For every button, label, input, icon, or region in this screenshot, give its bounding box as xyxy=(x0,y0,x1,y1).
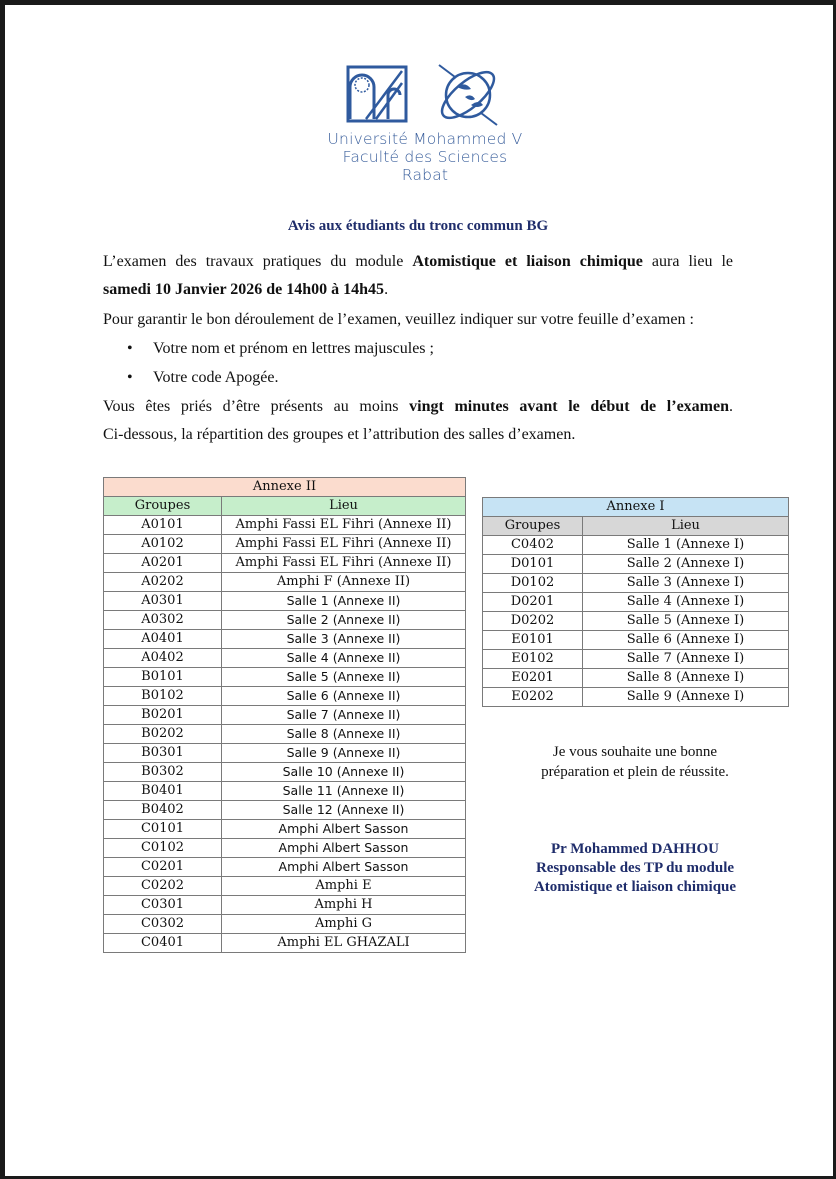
group-cell: C0301 xyxy=(104,896,222,915)
location-cell: Salle 6 (Annexe I) xyxy=(583,631,789,650)
location-cell: Salle 7 (Annexe I) xyxy=(583,650,789,669)
table-row xyxy=(104,896,466,915)
location-cell: Amphi Albert Sasson xyxy=(222,820,466,839)
table-row xyxy=(104,611,466,630)
location-cell: Salle 2 (Annexe I) xyxy=(583,555,789,574)
arrival-time: vingt minutes avant le début de l’examen xyxy=(409,398,730,415)
table-row xyxy=(104,725,466,744)
signature-block xyxy=(480,840,790,897)
location-cell: Amphi Fassi EL Fihri (Annexe II) xyxy=(222,516,466,535)
group-cell: D0202 xyxy=(483,612,583,631)
group-cell: C0402 xyxy=(483,536,583,555)
table-row xyxy=(104,744,466,763)
table-title: Annexe II xyxy=(104,478,466,497)
group-cell: A0302 xyxy=(104,611,222,630)
group-cell: B0202 xyxy=(104,725,222,744)
location-cell: Salle 11 (Annexe II) xyxy=(222,782,466,801)
logo-line-1: Université Mohammed V xyxy=(327,130,523,148)
group-cell: D0201 xyxy=(483,593,583,612)
location-cell: Amphi Albert Sasson xyxy=(222,858,466,877)
bullet-item xyxy=(127,364,278,392)
location-cell: Amphi EL GHAZALI xyxy=(222,934,466,953)
signatory-module: Atomistique et liaison chimique xyxy=(533,879,737,895)
group-cell: B0102 xyxy=(104,687,222,706)
university-logo xyxy=(290,60,560,185)
bullet-text: Votre code Apogée. xyxy=(153,369,279,386)
table-row xyxy=(483,593,789,612)
table-row xyxy=(104,535,466,554)
location-cell: Salle 4 (Annexe I) xyxy=(583,593,789,612)
location-cell: Amphi Albert Sasson xyxy=(222,839,466,858)
location-cell: Salle 3 (Annexe II) xyxy=(222,630,466,649)
text: . xyxy=(384,281,389,298)
group-cell: C0101 xyxy=(104,820,222,839)
group-cell: C0102 xyxy=(104,839,222,858)
text: L’examen des travaux pratiques du module xyxy=(103,253,413,270)
table-row xyxy=(483,650,789,669)
location-cell: Salle 9 (Annexe II) xyxy=(222,744,466,763)
table-row xyxy=(104,573,466,592)
text: . xyxy=(729,398,734,415)
location-cell: Salle 12 (Annexe II) xyxy=(222,801,466,820)
group-cell: E0101 xyxy=(483,631,583,650)
paragraph-instructions: Pour garantir le bon déroulement de l’examen, veuillez indiquer sur votre feuille d’examen : xyxy=(103,311,694,328)
group-cell: A0402 xyxy=(104,649,222,668)
bullet-text: Votre nom et prénom en lettres majuscules ; xyxy=(153,340,434,357)
table-row xyxy=(104,839,466,858)
location-cell: Amphi Fassi EL Fihri (Annexe II) xyxy=(222,535,466,554)
group-cell: B0302 xyxy=(104,763,222,782)
table-row xyxy=(104,516,466,535)
column-header-groupes: Groupes xyxy=(104,497,222,516)
table-row xyxy=(104,934,466,953)
location-cell: Salle 6 (Annexe II) xyxy=(222,687,466,706)
table-row xyxy=(483,669,789,688)
group-cell: A0102 xyxy=(104,535,222,554)
location-cell: Salle 1 (Annexe I) xyxy=(583,536,789,555)
closing-wish xyxy=(480,742,790,782)
annexe-1-table xyxy=(482,497,789,707)
location-cell: Salle 1 (Annexe II) xyxy=(222,592,466,611)
location-cell: Salle 3 (Annexe I) xyxy=(583,574,789,593)
table-row xyxy=(104,649,466,668)
group-cell: B0201 xyxy=(104,706,222,725)
table-row xyxy=(483,688,789,707)
bullet-icon: • xyxy=(127,369,133,386)
group-cell: E0102 xyxy=(483,650,583,669)
table-title: Annexe I xyxy=(483,498,789,517)
group-cell: A0401 xyxy=(104,630,222,649)
text: aura lieu le xyxy=(642,253,734,270)
signatory-role: Responsable des TP du module xyxy=(535,860,735,876)
group-cell: B0301 xyxy=(104,744,222,763)
paragraph-arrival xyxy=(103,393,733,421)
group-cell: B0402 xyxy=(104,801,222,820)
paragraph-exam-intro xyxy=(103,248,733,276)
table-row xyxy=(483,574,789,593)
group-cell: E0201 xyxy=(483,669,583,688)
text: Vous êtes priés d’être présents au moins xyxy=(103,398,410,415)
location-cell: Salle 5 (Annexe II) xyxy=(222,668,466,687)
table-row xyxy=(104,858,466,877)
location-cell: Amphi F (Annexe II) xyxy=(222,573,466,592)
wish-line: préparation et plein de réussite. xyxy=(541,764,729,780)
location-cell: Amphi Fassi EL Fihri (Annexe II) xyxy=(222,554,466,573)
table-row xyxy=(104,668,466,687)
table-row xyxy=(483,555,789,574)
table-row xyxy=(104,706,466,725)
group-cell: B0401 xyxy=(104,782,222,801)
notice-title: Avis aux étudiants du tronc commun BG xyxy=(287,218,549,234)
group-cell: C0401 xyxy=(104,934,222,953)
location-cell: Amphi H xyxy=(222,896,466,915)
table-row xyxy=(104,763,466,782)
location-cell: Salle 8 (Annexe I) xyxy=(583,669,789,688)
logo-line-2: Faculté des Sciences xyxy=(342,148,508,166)
group-cell: A0301 xyxy=(104,592,222,611)
location-cell: Salle 7 (Annexe II) xyxy=(222,706,466,725)
group-cell: B0101 xyxy=(104,668,222,687)
table-row xyxy=(483,612,789,631)
group-cell: D0102 xyxy=(483,574,583,593)
signatory-name: Pr Mohammed DAHHOU xyxy=(550,841,720,857)
table-row xyxy=(104,801,466,820)
location-cell: Salle 9 (Annexe I) xyxy=(583,688,789,707)
column-header-lieu: Lieu xyxy=(222,497,466,516)
table-row xyxy=(104,915,466,934)
logo-line-3: Rabat xyxy=(401,166,449,184)
exam-date: samedi 10 Janvier 2026 de 14h00 à 14h45 xyxy=(103,281,385,298)
paragraph-distribution: Ci-dessous, la répartition des groupes et l’attribution des salles d’examen. xyxy=(103,426,576,443)
location-cell: Salle 8 (Annexe II) xyxy=(222,725,466,744)
location-cell: Salle 2 (Annexe II) xyxy=(222,611,466,630)
table-row xyxy=(104,592,466,611)
table-row xyxy=(104,554,466,573)
university-emblem-icon xyxy=(346,65,410,125)
group-cell: C0201 xyxy=(104,858,222,877)
location-cell: Salle 5 (Annexe I) xyxy=(583,612,789,631)
group-cell: D0101 xyxy=(483,555,583,574)
table-row xyxy=(104,820,466,839)
table-row xyxy=(104,877,466,896)
document-page xyxy=(5,5,833,1176)
location-cell: Amphi G xyxy=(222,915,466,934)
table-row xyxy=(483,631,789,650)
table-row xyxy=(104,630,466,649)
wish-line: Je vous souhaite une bonne xyxy=(552,744,718,760)
table-row xyxy=(104,687,466,706)
annexe-2-table xyxy=(103,477,466,953)
group-cell: A0101 xyxy=(104,516,222,535)
bullet-item xyxy=(127,335,434,363)
group-cell: A0202 xyxy=(104,573,222,592)
group-cell: C0302 xyxy=(104,915,222,934)
location-cell: Salle 10 (Annexe II) xyxy=(222,763,466,782)
location-cell: Salle 4 (Annexe II) xyxy=(222,649,466,668)
module-name: Atomistique et liaison chimique xyxy=(412,253,643,270)
column-header-groupes: Groupes xyxy=(483,517,583,536)
table-row xyxy=(483,536,789,555)
bullet-icon: • xyxy=(127,340,133,357)
group-cell: E0202 xyxy=(483,688,583,707)
table-row xyxy=(104,782,466,801)
column-header-lieu: Lieu xyxy=(583,517,789,536)
paragraph-exam-date xyxy=(103,276,733,304)
faculty-emblem-icon xyxy=(435,63,501,127)
group-cell: A0201 xyxy=(104,554,222,573)
group-cell: C0202 xyxy=(104,877,222,896)
location-cell: Amphi E xyxy=(222,877,466,896)
